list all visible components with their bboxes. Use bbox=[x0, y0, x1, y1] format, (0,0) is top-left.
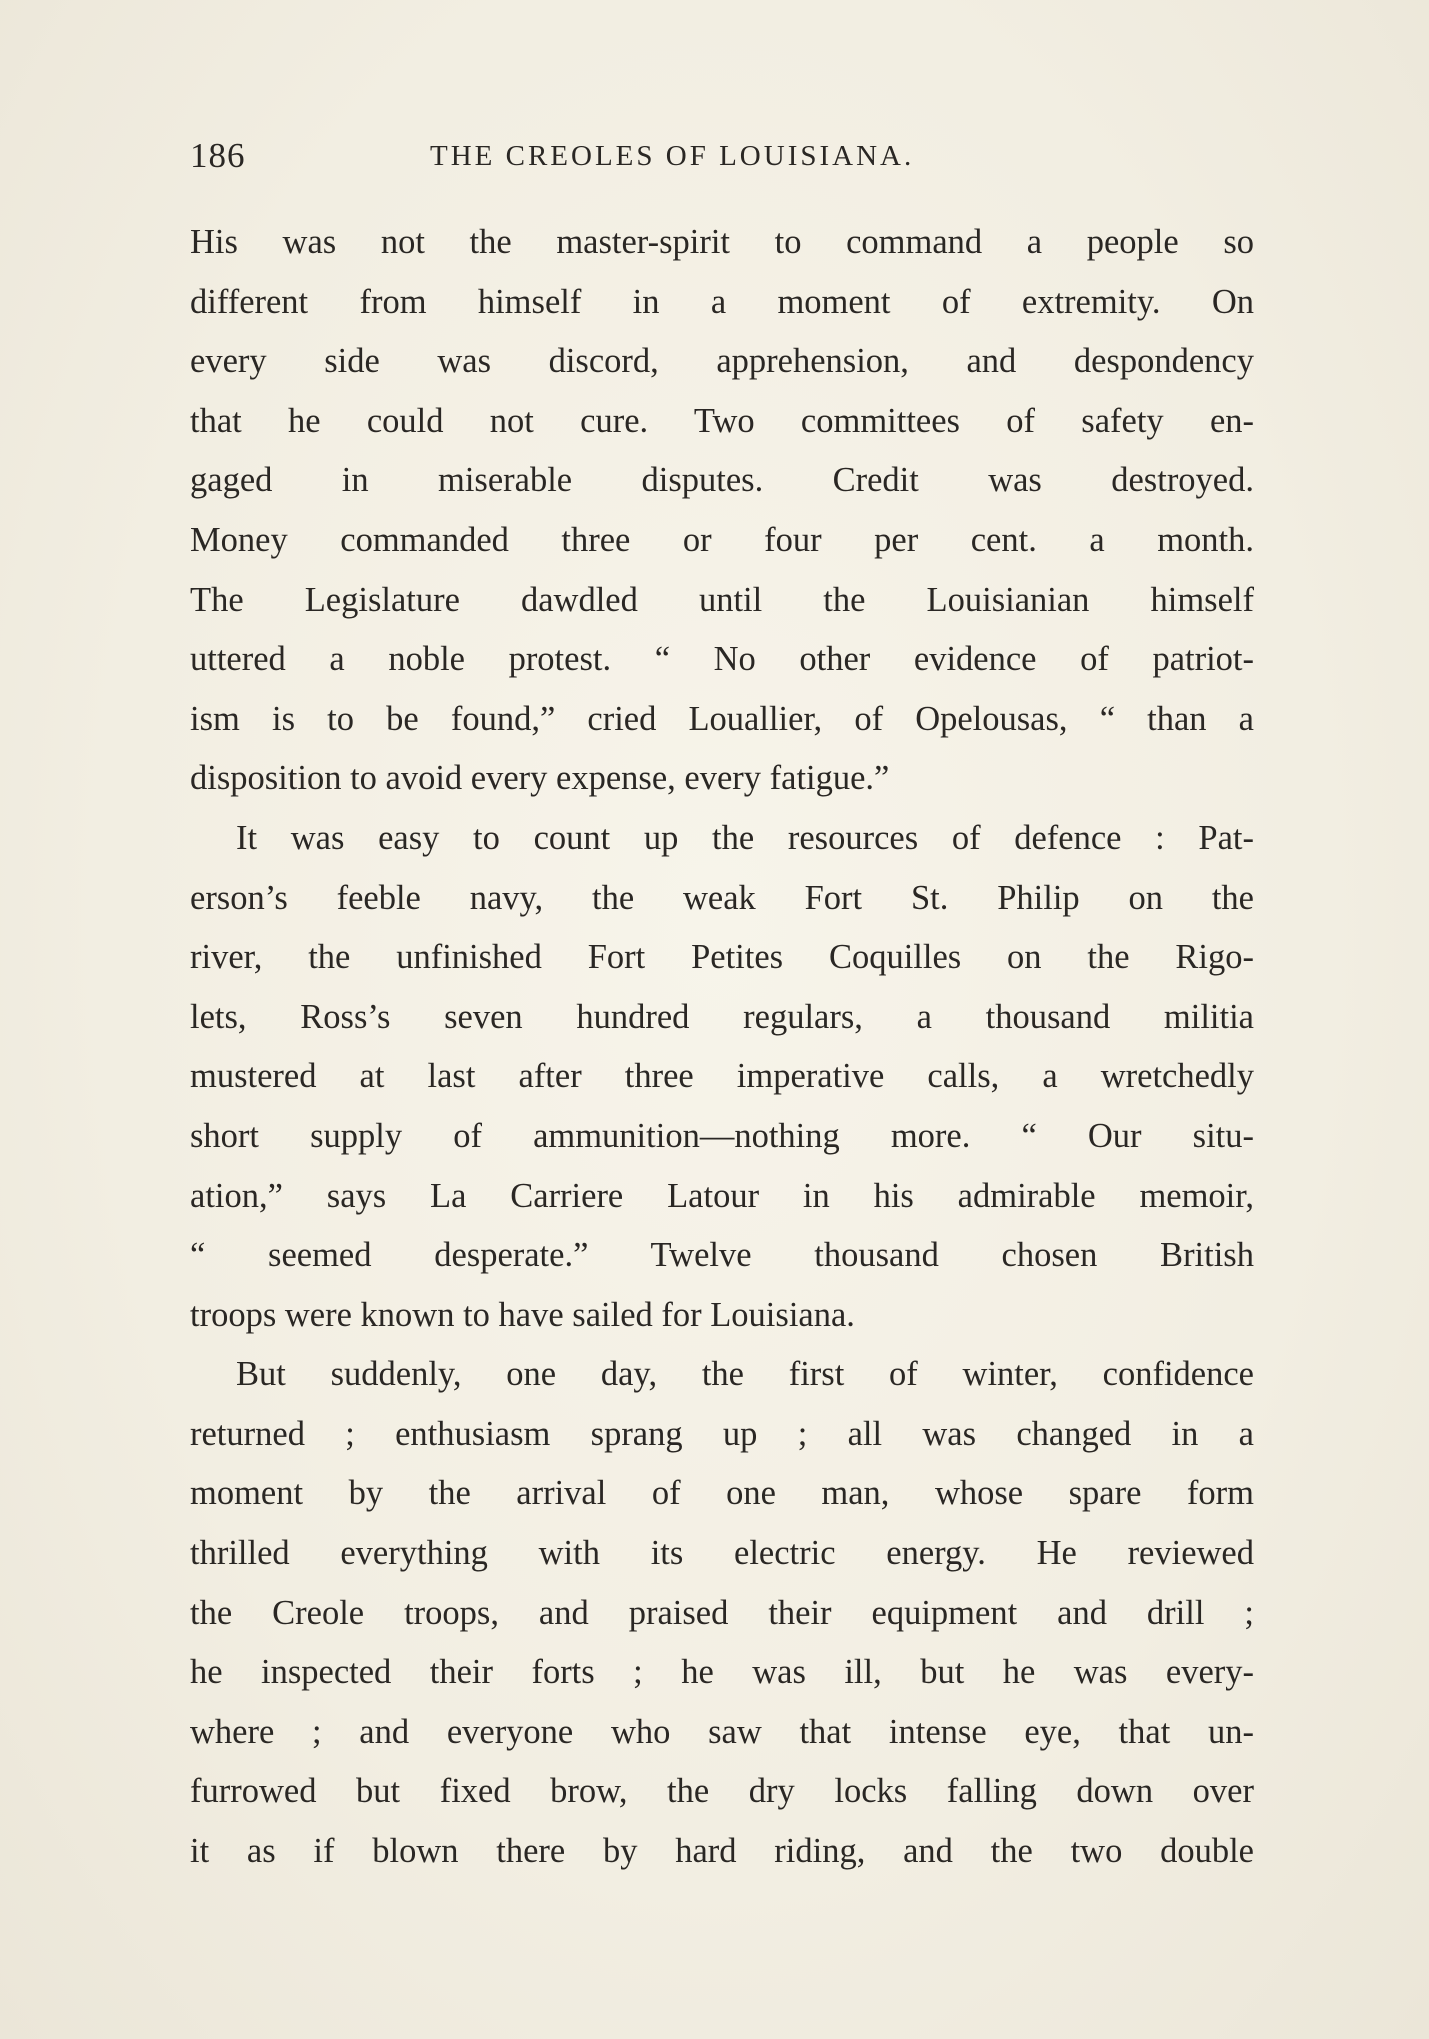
text-line: It was easy to count up the resources of defence : Pat- bbox=[236, 818, 1254, 857]
paragraph-1 bbox=[190, 213, 1254, 809]
text-line: short supply of ammunition—nothing more. “ Our situ- bbox=[190, 1116, 1254, 1155]
body-text bbox=[190, 213, 1254, 1882]
running-title: THE CREOLES OF LOUISIANA. bbox=[430, 140, 915, 172]
text-line: river, the unfinished Fort Petites Coquilles on the Rigo- bbox=[190, 938, 1254, 977]
text-line: But suddenly, one day, the first of winter, confidence bbox=[236, 1355, 1254, 1394]
text-line: ation,” says La Carriere Latour in his admirable memoir, bbox=[190, 1176, 1254, 1215]
paragraph-3 bbox=[190, 1345, 1254, 1881]
paragraph-2 bbox=[190, 809, 1254, 1345]
text-line: moment by the arrival of one man, whose spare form bbox=[190, 1474, 1254, 1513]
text-line: The Legislature dawdled until the Louisianian himself bbox=[190, 580, 1254, 619]
text-line: ism is to be found,” cried Louallier, of Opelousas, “ than a bbox=[190, 699, 1254, 738]
text-line: lets, Ross’s seven hundred regulars, a thousand militia bbox=[190, 997, 1254, 1036]
text-line: gaged in miserable disputes. Credit was destroyed. bbox=[190, 461, 1254, 500]
text-line: different from himself in a moment of extremity. On bbox=[190, 282, 1254, 321]
text-line: thrilled everything with its electric energy. He reviewed bbox=[190, 1534, 1254, 1573]
text-line: “ seemed desperate.” Twelve thousand chosen British bbox=[190, 1236, 1254, 1275]
text-line: where ; and everyone who saw that intense eye, that un- bbox=[190, 1712, 1254, 1751]
text-line: returned ; enthusiasm sprang up ; all was changed in a bbox=[190, 1414, 1254, 1453]
text-line: he inspected their forts ; he was ill, but he was every- bbox=[190, 1653, 1254, 1692]
text-line: His was not the master-spirit to command a people so bbox=[190, 223, 1254, 261]
text-line: furrowed but fixed brow, the dry locks falling down over bbox=[190, 1772, 1254, 1811]
text-line: every side was discord, apprehension, and despondency bbox=[190, 342, 1254, 381]
text-line: the Creole troops, and praised their equipment and drill ; bbox=[190, 1593, 1254, 1632]
page-number: 186 bbox=[190, 136, 246, 175]
text-line: uttered a noble protest. “ No other evidence of patriot- bbox=[190, 640, 1254, 679]
text-line: it as if blown there by hard riding, and the two double bbox=[190, 1832, 1254, 1871]
text-line: mustered at last after three imperative calls, a wretchedly bbox=[190, 1057, 1254, 1096]
text-line: troops were known to have sailed for Louisiana. bbox=[190, 1295, 855, 1334]
text-line: erson’s feeble navy, the weak Fort St. Philip on the bbox=[190, 878, 1254, 917]
text-line: that he could not cure. Two committees of safety en- bbox=[190, 401, 1254, 440]
text-line: Money commanded three or four per cent. a month. bbox=[190, 520, 1254, 559]
text-line: disposition to avoid every expense, every fatigue.” bbox=[190, 759, 890, 798]
page-header bbox=[190, 136, 1254, 184]
